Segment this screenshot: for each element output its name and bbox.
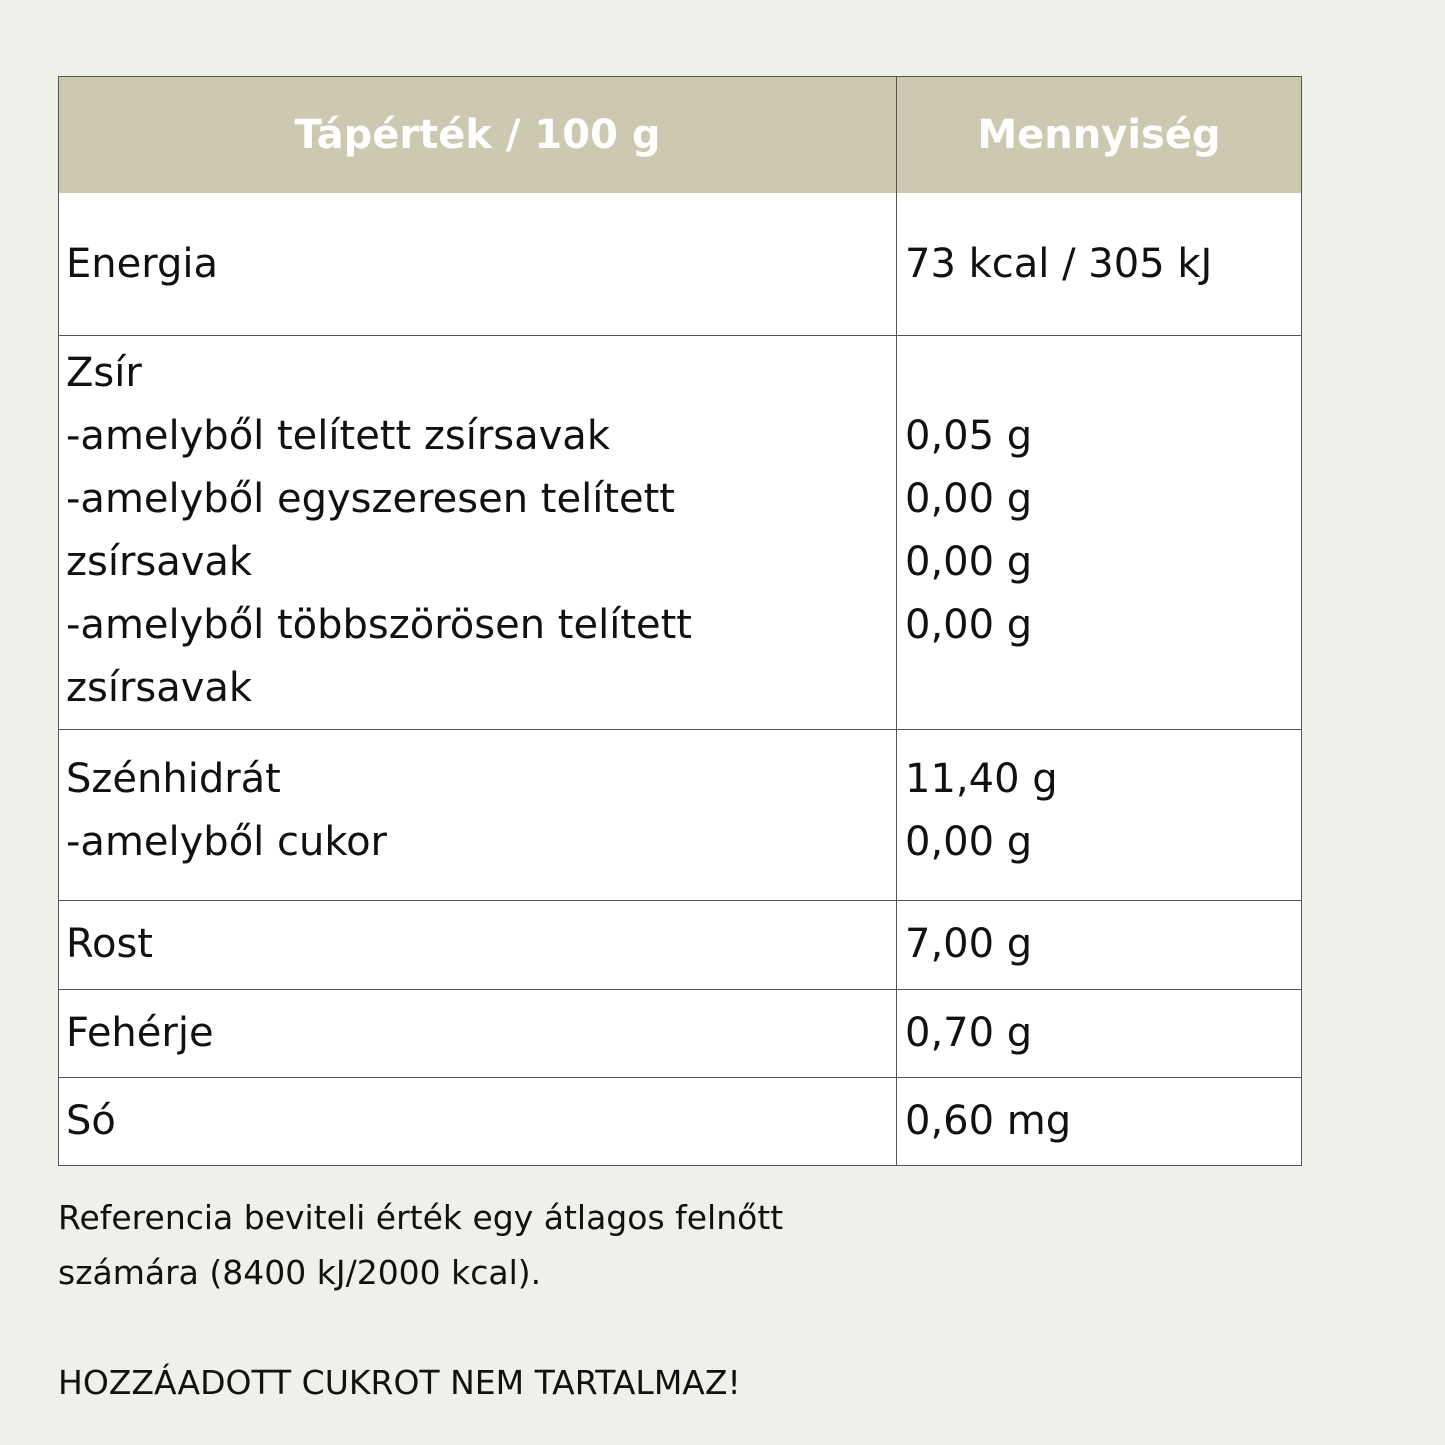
- nutrient-cell: [59, 901, 897, 989]
- nutrient-label: Zsír: [66, 350, 142, 396]
- reference-line: számára (8400 kJ/2000 kcal).: [58, 1253, 542, 1292]
- nutrient-cell: [59, 990, 897, 1077]
- nutrient-label: -amelyből egyszeresen telített: [66, 476, 675, 522]
- table-row: [59, 989, 1301, 1077]
- amount-cell: [897, 730, 1301, 900]
- nutrient-label: -amelyből cukor: [66, 819, 387, 865]
- nutrient-cell: [59, 336, 897, 729]
- table-row: [59, 335, 1301, 729]
- table-header: [59, 77, 1301, 193]
- amount-value: 0,00 g: [905, 476, 1033, 522]
- nutrient-label: -amelyből többszörösen telített: [66, 602, 692, 648]
- no-added-sugar-notice: HOZZÁADOTT CUKROT NEM TARTALMAZ!: [58, 1363, 741, 1402]
- nutrient-label: -amelyből telített zsírsavak: [66, 413, 610, 459]
- amount-value: [905, 342, 1301, 405]
- amount-value: 0,00 g: [905, 819, 1033, 865]
- amount-cell: [897, 193, 1301, 335]
- nutrient-cell: [59, 193, 897, 335]
- amount-value: 0,05 g: [905, 413, 1033, 459]
- amount-value: 11,40 g: [905, 756, 1058, 802]
- amount-cell: [897, 336, 1301, 729]
- table-row: [59, 193, 1301, 335]
- nutrient-cell: [59, 1078, 897, 1165]
- table-row: [59, 1077, 1301, 1165]
- header-nutrient: Tápérték / 100 g: [59, 77, 897, 193]
- nutrient-label: Fehérje: [66, 1010, 214, 1056]
- nutrient-label: zsírsavak: [66, 539, 253, 585]
- nutrient-cell: [59, 730, 897, 900]
- table-row: [59, 900, 1301, 989]
- table-row: [59, 729, 1301, 900]
- amount-value: 0,00 g: [905, 602, 1033, 648]
- amount-cell: [897, 990, 1301, 1077]
- nutrient-label: Energia: [66, 241, 218, 287]
- nutrient-label: zsírsavak: [66, 665, 253, 711]
- amount-cell: [897, 901, 1301, 989]
- nutrition-table: [58, 76, 1302, 1166]
- amount-value: 7,00 g: [905, 921, 1033, 967]
- nutrient-label: Só: [66, 1098, 116, 1144]
- nutrient-label: Szénhidrát: [66, 756, 281, 802]
- reference-line: Referencia beviteli érték egy átlagos felnőtt: [58, 1198, 784, 1237]
- amount-value: [905, 657, 1301, 720]
- reference-note: [58, 1190, 783, 1300]
- nutrient-label: Rost: [66, 921, 153, 967]
- amount-value: 0,00 g: [905, 539, 1033, 585]
- amount-value: 73 kcal / 305 kJ: [905, 241, 1213, 287]
- header-amount: Mennyiség: [977, 112, 1221, 158]
- amount-value: 0,60 mg: [905, 1098, 1072, 1144]
- amount-cell: [897, 1078, 1301, 1165]
- amount-value: 0,70 g: [905, 1010, 1033, 1056]
